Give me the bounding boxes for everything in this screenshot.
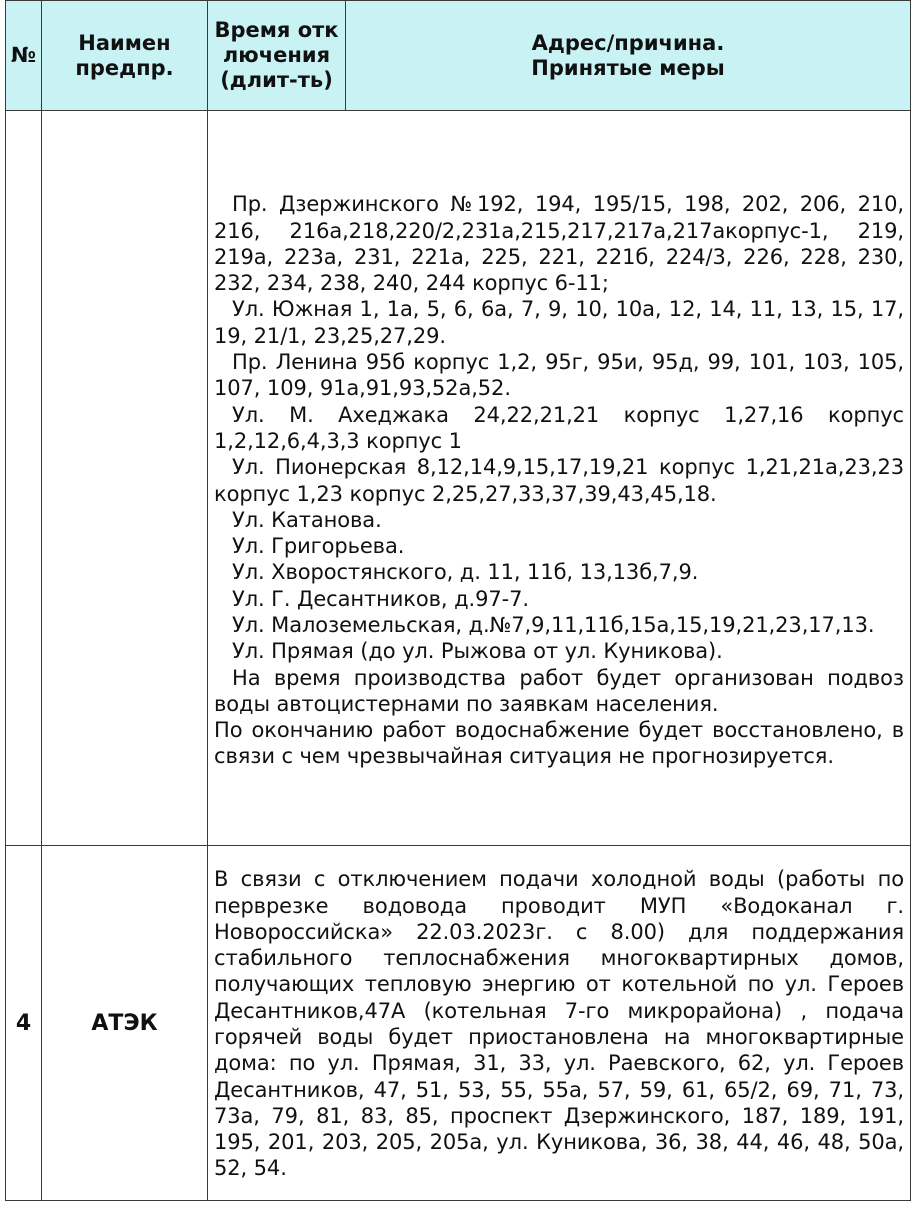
address-paragraph: Ул. Прямая (до ул. Рыжова от ул. Куникова). [232, 639, 723, 664]
header-address-text: Адрес/причина. Принятые меры [531, 30, 725, 80]
row2-address-cell [208, 846, 911, 1201]
address-paragraph: По окончанию работ водоснабжение будет восстановлено, в связи с чем чрезвычайная ситуация не прогнозируется. [214, 718, 904, 769]
address-paragraph: Пр. Дзержинского №192, 194, 195/15, 198, 202, 206, 210, 216, 216а,218,220/2,231а,215,217,217а,217акорпус-1, 219, 219а, 223а, 231, 221а, 225, 221, 221б, 224/3, 226, 228, 230, 232, 234, 238, 240, 244 корпус 6-11; [214, 192, 904, 296]
address-paragraph: Ул. Малоземельская, д.№7,9,11,11б,15а,15,19,21,23,17,13. [232, 612, 875, 637]
header-address [346, 1, 911, 111]
row1-num-cell [6, 111, 42, 846]
header-time-text: Время отключения (длит-ть) [214, 18, 339, 92]
row2-num-cell: 4 [6, 846, 42, 1201]
address-paragraph: Ул. Южная 1, 1а, 5, 6, 6а, 7, 9, 10, 10а, 12, 14, 11, 13, 15, 17, 19, 21/1, 23,25,27,29. [214, 297, 904, 348]
header-time [208, 1, 346, 111]
row2-name-cell: АТЭК [42, 846, 208, 1201]
header-name-text: Наимен предпр. [75, 30, 174, 80]
address-paragraph: Ул. М. Ахеджака 24,22,21,21 корпус 1,27,16 корпус 1,2,12,6,4,3,3 корпус 1 [214, 402, 904, 453]
address-paragraph: Ул. Г. Десантников, д.97-7. [232, 586, 529, 611]
address-paragraph: Ул. Григорьева. [232, 534, 405, 559]
row1-address-cell [208, 111, 911, 846]
address-paragraph: Пр. Ленина 95б корпус 1,2, 95г, 95и, 95д, 99, 101, 103, 105, 107, 109, 91а,91,93,52а,52. [214, 350, 904, 401]
header-name [42, 1, 208, 111]
address-paragraph: На время производства работ будет организован подвоз воды автоцистернами по заявкам населения. [214, 665, 904, 716]
table-row [6, 846, 911, 1201]
address-paragraph: Ул. Пионерская 8,12,14,9,15,17,19,21 корпус 1,21,21а,23,23 корпус 1,23 корпус 2,25,27,33,37,39,43,45,18. [214, 455, 904, 506]
table-row [6, 111, 911, 846]
table-header-row [6, 1, 911, 111]
outage-table [5, 0, 911, 1201]
header-num: № [6, 1, 42, 111]
row1-name-cell [42, 111, 208, 846]
address-paragraph: Ул. Катанова. [232, 507, 382, 532]
address-paragraph: Ул. Хворостянского, д. 11, 11б, 13,13б,7,9. [232, 560, 699, 585]
row2-text: В связи с отключением подачи холодной воды (работы по перврезке водовода проводит МУП «Водоканал г. Новороссийска» 22.03.2023г. с 8.00) для поддержания стабильного теплоснабжения многоквартирных домов, получающих тепловую энергию от котельной по ул. Героев Десантников,47А (котельная 7-го микрорайона) , подача горячей воды будет приостановлена на многоквартирные дома: по ул. Прямая, 31, 33, ул. Раевского, 62, ул. Героев Десантников, 47, 51, 53, 55, 55а, 57, 59, 61, 65/2, 69, 71, 73, 73а, 79, 81, 83, 85, проспект Дзержинского, 187, 189, 191, 195, 201, 203, 205, 205а, ул. Куникова, 36, 38, 44, 46, 48, 50а, 52, 54. [214, 867, 904, 1181]
